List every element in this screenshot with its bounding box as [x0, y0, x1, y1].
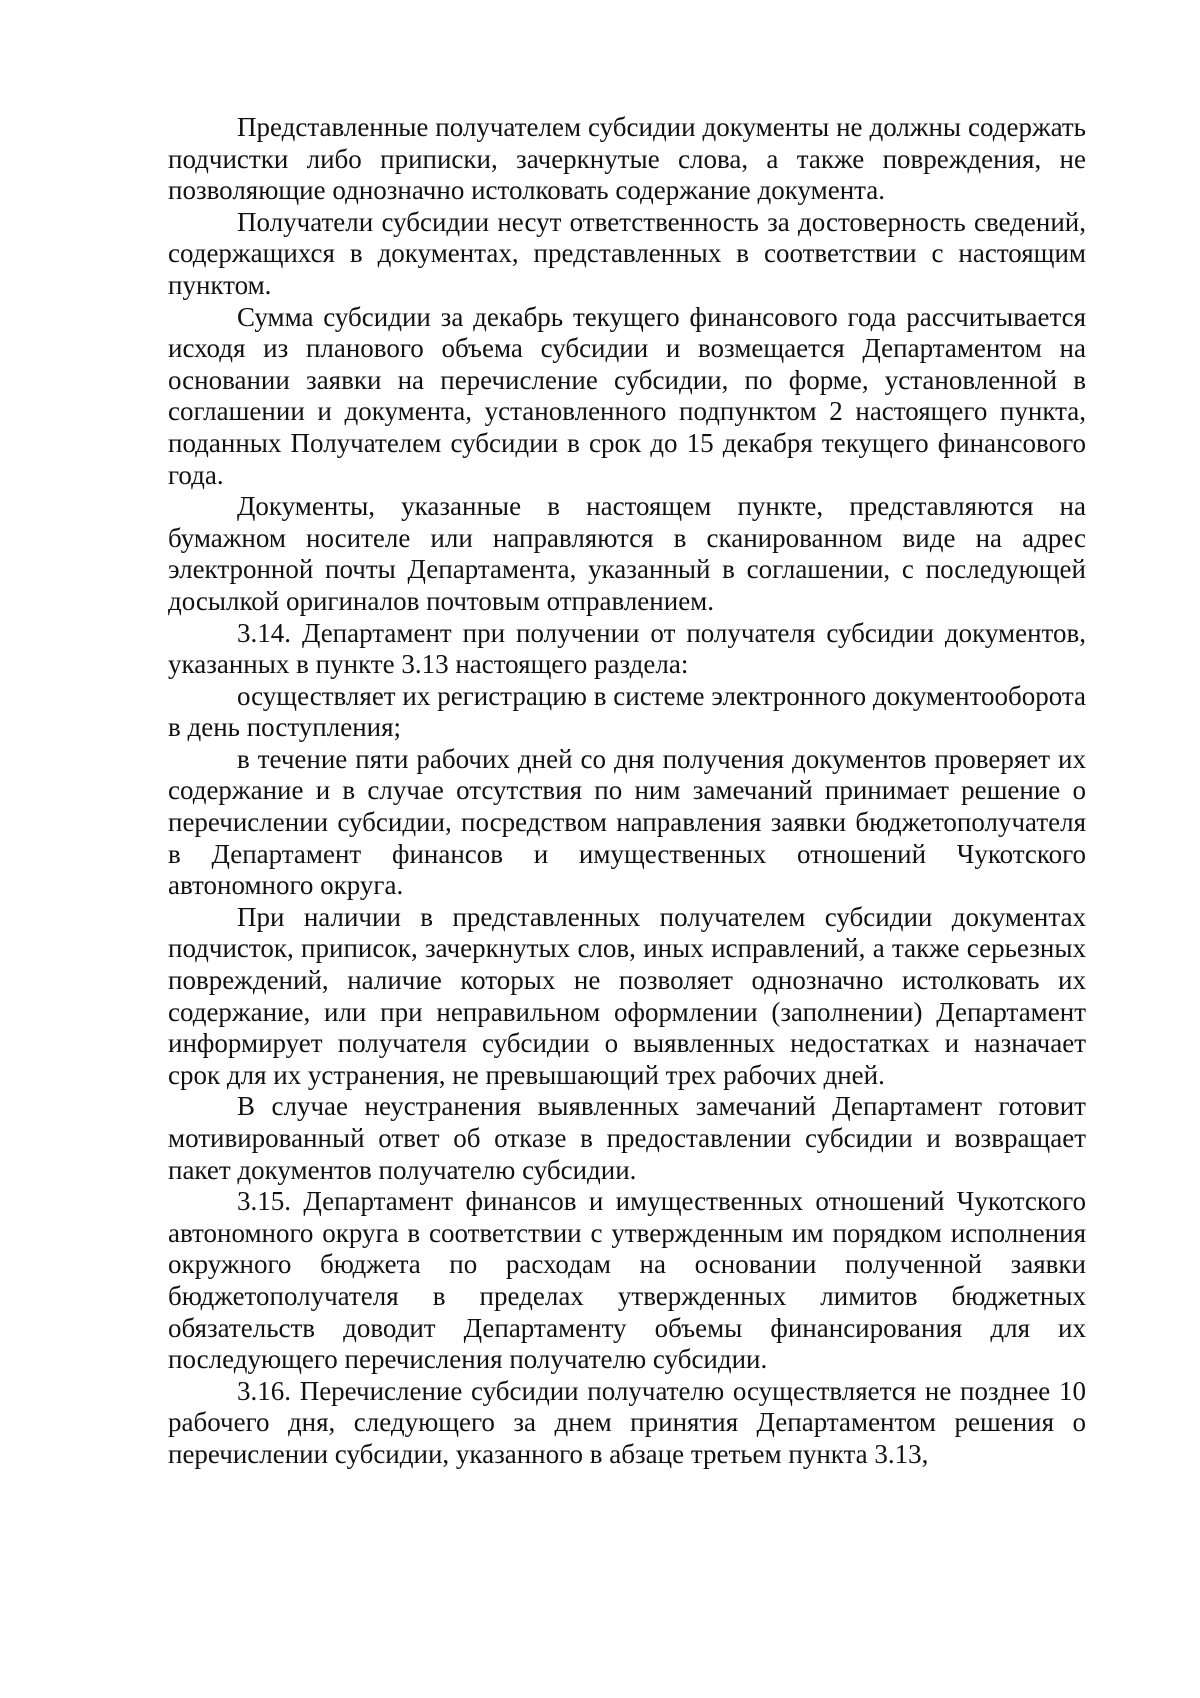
paragraph-recipient-responsibility: Получатели субсидии несут ответственность за достоверность сведений, содержащихся в документах, представленных в соответствии с настоящим пунктом.	[168, 206, 1086, 300]
document-page	[168, 112, 1086, 1471]
paragraph-review-period: в течение пяти рабочих дней со дня получения документов проверяет их содержание и в случае отсутствия по ним замечаний принимает решение о перечислении субсидии, посредством направления заявки бюджетополучателя в Департамент финансов и имущественных отношений Чукотского автономного округа.	[168, 743, 1086, 901]
paragraph-clause-3-15: 3.15. Департамент финансов и имущественных отношений Чукотского автономного округа в соответствии с утвержденным им порядком исполнения окружного бюджета по расходам на основании полученной заявки бюджетополучателя в пределах утвержденных лимитов бюджетных обязательств доводит Департаменту объемы финансирования для их последующего перечисления получателю субсидии.	[168, 1186, 1086, 1375]
paragraph-clause-3-16: 3.16. Перечисление субсидии получателю осуществляется не позднее 10 рабочего дня, следующего за днем принятия Департаментом решения о перечислении субсидии, указанного в абзаце третьем пункта 3.13,	[168, 1375, 1086, 1469]
paragraph-december-subsidy: Сумма субсидии за декабрь текущего финансового года рассчитывается исходя из планового объема субсидии и возмещается Департаментом на основании заявки на перечисление субсидии, по форме, установленной в соглашении и документа, установленного подпунктом 2 настоящего пункта, поданных Получателем субсидии в срок до 15 декабря текущего финансового года.	[168, 301, 1086, 490]
paragraph-registration: осуществляет их регистрацию в системе электронного документооборота в день поступления;	[168, 680, 1086, 743]
paragraph-document-requirements: Представленные получателем субсидии документы не должны содержать подчистки либо приписки, зачеркнутые слова, а также повреждения, не позволяющие однозначно истолковать содержание документа.	[168, 112, 1086, 206]
paragraph-clause-3-14: 3.14. Департамент при получении от получателя субсидии документов, указанных в пункте 3.13 настоящего раздела:	[168, 617, 1086, 680]
paragraph-refusal: В случае неустранения выявленных замечаний Департамент готовит мотивированный ответ об отказе в предоставлении субсидии и возвращает пакет документов получателю субсидии.	[168, 1091, 1086, 1185]
paragraph-document-submission: Документы, указанные в настоящем пункте, представляются на бумажном носителе или направляются в сканированном виде на адрес электронной почты Департамента, указанный в соглашении, с последующей досылкой оригиналов почтовым отправлением.	[168, 491, 1086, 616]
paragraph-deficiencies: При наличии в представленных получателем субсидии документах подчисток, приписок, зачеркнутых слов, иных исправлений, а также серьезных повреждений, наличие которых не позволяет однозначно истолковать их содержание, или при неправильном оформлении (заполнении) Департамент информирует получателя субсидии о выявленных недостатках и назначает срок для их устранения, не превышающий трех рабочих дней.	[168, 901, 1086, 1090]
